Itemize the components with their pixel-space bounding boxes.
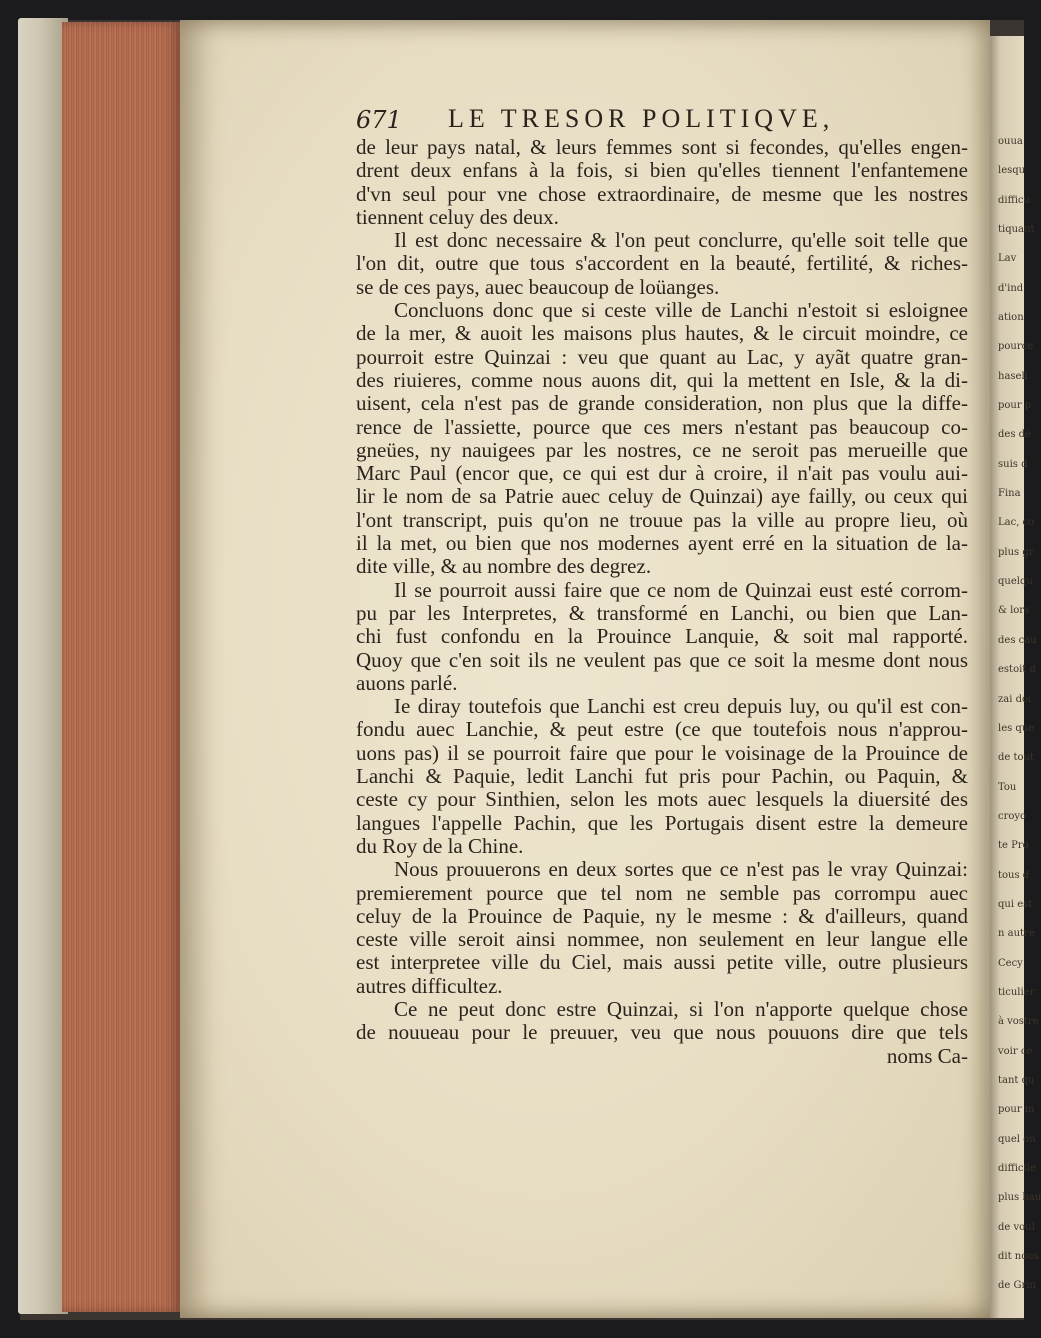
text-line: du Roy de la Chine. — [356, 833, 524, 858]
next-page-text-fragment: dit nous — [998, 1251, 1039, 1262]
text-line: des riuieres, comme nous auons dit, qui la mettent en Isle, & la di- — [356, 367, 968, 392]
text-line: Concluons donc que si ceste ville de Lanchi n'estoit si esloignee — [394, 298, 968, 323]
next-page-text-fragment: pource — [998, 341, 1034, 353]
text-line: est interpretee ville du Ciel, mais aussi petite ville, outre plusieurs — [356, 950, 968, 975]
text-line: Ce ne peut donc estre Quinzai, si l'on n'apporte quelque chose — [394, 996, 968, 1021]
next-page-text-fragment: n autre — [998, 928, 1035, 940]
book-cover-edge — [18, 18, 68, 1314]
next-page-text-fragment: de Grin — [998, 1280, 1036, 1292]
page-block-edges — [62, 22, 180, 1312]
next-page-text-fragment: quel on — [998, 1133, 1036, 1145]
next-page-text-fragment: ticulier — [998, 986, 1035, 998]
next-page-text-fragment: & lors — [998, 605, 1030, 617]
next-page-text-fragment: qui est — [998, 898, 1033, 910]
next-page-text-fragment: plus gr — [998, 546, 1034, 558]
next-page-text-fragment: difficile — [998, 1162, 1036, 1174]
text-line: Il est donc necessaire & l'on peut conclurre, qu'elle soit telle que — [394, 228, 968, 253]
text-line: Ie diray toutefois que Lanchi est creu depuis luy, ou qu'il est con- — [394, 694, 968, 719]
next-page-text-fragment: ouua — [998, 136, 1023, 147]
next-page-text-fragment: d'ind — [998, 282, 1024, 294]
text-line: chi fust confondu en la Prouince Lanquie, & soit mal rapporté. — [356, 624, 968, 649]
next-page-text-fragment: te Pro — [998, 840, 1029, 852]
text-line: drent deux enfans à la fois, si bien qu'elles tiennent l'enfantemene — [356, 158, 968, 183]
text-line: rence de l'assiette, pource que ces mers n'estant pas beaucoup co- — [356, 414, 968, 439]
text-line: premierement pource que tel nom ne semble pas corrompu auec — [356, 880, 968, 905]
next-page-text-fragment: plus hau — [998, 1192, 1041, 1204]
text-line: Lanchi & Paquie, ledit Lanchi fut pris pour Pachin, ou Paquin, & — [356, 764, 968, 789]
text-line: dite ville, & au nombre des degrez. — [356, 554, 652, 579]
next-page-text-fragment: tous d — [998, 869, 1030, 881]
text-line: Quoy que c'en soit ils ne veulent pas que ce soit la mesme dont nous — [356, 647, 968, 672]
next-page-text-fragment: estoit d — [998, 664, 1036, 676]
text-line: lir le nom de sa Patrie auec celuy de Quinzai) aye failly, ou ceux qui — [356, 484, 968, 509]
text-line: langues l'appelle Pachin, que les Portugais disent estre la demeure — [356, 810, 968, 835]
next-page-text-fragment: lesqu — [998, 165, 1026, 177]
next-page-text-fragment: voir ce — [998, 1045, 1033, 1057]
next-page-text-fragment: tant qu — [998, 1074, 1035, 1086]
text-line: uons pas) il se pourroit faire que pour le voisinage de la Prouince de — [356, 740, 968, 765]
next-page-text-fragment: pour p — [998, 400, 1032, 412]
next-page-text-fragment: Lac, co — [998, 517, 1035, 529]
text-line: se de ces pays, auec beaucoup de loüanges. — [356, 274, 720, 299]
text-line: fondu auec Lanchie, & peut estre (ce que toutefois nous n'approu- — [356, 717, 968, 742]
text-line: ceste cy pour Sinthien, selon les mots auec lesquels la diuersité des — [356, 787, 968, 812]
text-line: pourroit estre Quinzai : veu que quant au Lac, y ayãt quatre gran- — [356, 344, 968, 369]
next-page-text-fragment: les que — [998, 722, 1035, 734]
next-page-text-fragment: zai doi — [998, 693, 1032, 705]
next-page-text-fragment: de voul — [998, 1221, 1035, 1233]
text-line: de la mer, & auoit les maisons plus hautes, & le circuit moindre, ce — [356, 321, 968, 346]
next-page-text-fragment: de tout — [998, 752, 1034, 764]
text-line: de nouueau pour le preuuer, veu que nous pouuons dire que tels — [356, 1020, 968, 1045]
next-page-text-fragment: difficu — [998, 194, 1030, 206]
next-page-text-fragment: Fina — [998, 488, 1021, 500]
text-line: ceste ville seroit ainsi nommee, non seulement en leur langue elle — [356, 927, 968, 952]
next-page-text-fragment: Tou — [998, 781, 1017, 793]
running-title: LE TRESOR POLITIQVE, — [448, 104, 835, 133]
next-page-text-fragment: tiquant — [998, 224, 1035, 236]
text-line: l'on dit, outre que tous s'accordent en la beauté, fertilité, & riches- — [356, 251, 968, 276]
text-line: l'ont transcript, puis qu'on ne trouue pas la ville au propre lieu, où — [356, 507, 968, 532]
text-line: tiennent celuy des deux. — [356, 204, 559, 229]
next-page-text-fragment: Cecy — [998, 957, 1023, 969]
text-line: Nous prouuerons en deux sortes que ce n'est pas le vray Quinzai: — [394, 857, 968, 882]
next-page-text-fragment: ation — [998, 312, 1024, 324]
next-page-text-fragment: croyo — [998, 810, 1027, 822]
next-page-text-fragment: suis d — [998, 458, 1028, 470]
next-page-text-fragment: hasell — [998, 370, 1028, 382]
text-line: auons parlé. — [356, 670, 458, 695]
text-line: gneües, ny nauigees par les nostres, ce ne seroit pas merueille que — [356, 437, 968, 462]
text-line: Il se pourroit aussi faire que ce nom de Quinzai eust esté corrom- — [394, 577, 968, 602]
text-block — [356, 136, 968, 1068]
next-page-text-fragment: des cau — [998, 634, 1037, 646]
text-line: de leur pays natal, & leurs femmes sont si fecondes, qu'elles engen- — [356, 135, 968, 159]
text-line: autres difficultez. — [356, 973, 503, 998]
running-head — [356, 98, 956, 138]
text-line: d'vn seul pour vne chose extraordinaire, de mesme que les nostres — [356, 181, 968, 206]
text-line: pu par les Interpretes, & transformé en Lanchi, ou bien que Lan- — [356, 600, 968, 625]
next-page-margin — [990, 36, 1041, 1318]
next-page-text-fragment: quelqu — [998, 576, 1033, 588]
page-number: 671 — [356, 106, 402, 134]
text-line: il la met, ou bien que nos modernes ayent erré en la situation de la- — [356, 531, 968, 556]
text-line: celuy de la Prouince de Paquie, ny le mesme : & d'ailleurs, quand — [356, 903, 968, 928]
text-line: uisent, cela n'est pas de grande consideration, non plus que la diffe- — [356, 391, 968, 416]
next-page-text-fragment: pour m — [998, 1104, 1035, 1116]
next-page-text-fragment: des de — [998, 429, 1031, 441]
next-page-text-fragment: à vostre — [998, 1016, 1039, 1028]
catchword: noms Ca- — [886, 1043, 968, 1068]
text-line: Marc Paul (encor que, ce qui est dur à croire, il n'ait pas voulu aui- — [356, 461, 968, 486]
next-page-text-fragment: Lav — [998, 253, 1017, 265]
